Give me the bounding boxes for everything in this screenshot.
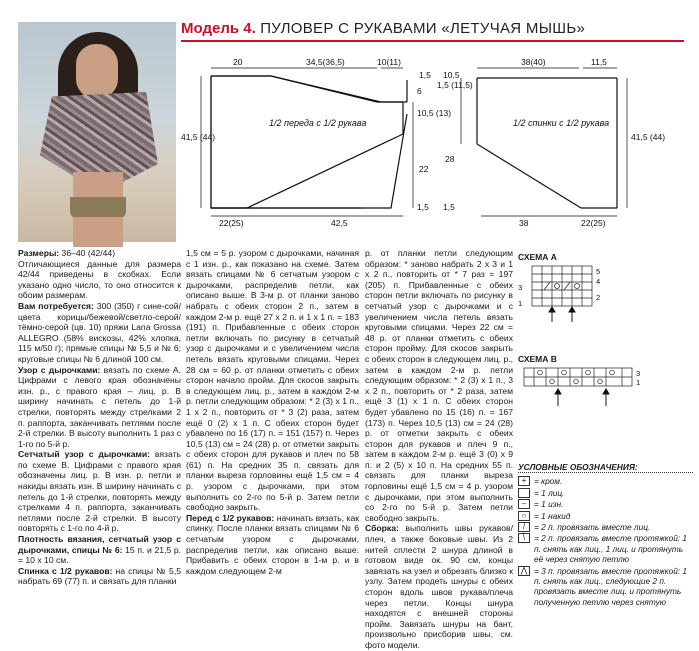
legend-text: = 2 п. провязать вместе протяжкой: 1 п. снять как лиц., 1 лиц. и протянуть её через снятую петлю: [534, 533, 688, 565]
dim-back-105: 10,5: [443, 70, 460, 80]
legend-text: = кром.: [534, 476, 563, 487]
front-label: 1/2 переда с 1/2 рукава: [269, 118, 367, 128]
paragraph: [18, 566, 181, 587]
paragraph: [18, 534, 181, 566]
legend-item: [518, 476, 693, 486]
paragraph: [186, 513, 359, 577]
paragraph: [365, 523, 513, 650]
paragraph-text: 300 (350) г сине-сой/цвета корицы/бежевой/светло-серой/тёмно-серой (цв. 10) пряжи Lana Grossa ALLEGRO (58% вискозы, 42% хлопка, 115 м/50 г); прямые спицы № 5,5 и № 6; круговые спицы № 6 длиной 100 см.: [18, 300, 181, 364]
paragraph-heading: Узор с дырочками:: [18, 364, 101, 375]
svg-text:1: 1: [636, 378, 641, 387]
paragraph: [18, 259, 181, 301]
legend-item: [518, 566, 693, 608]
legend-symbol-icon: /: [518, 522, 530, 532]
svg-text:3: 3: [636, 369, 641, 378]
schema-b-chart: [518, 364, 648, 414]
model-number: Модель 4.: [181, 20, 256, 37]
legend-text: = 1 лиц.: [534, 487, 565, 498]
schema-a-chart: [518, 262, 618, 324]
paragraph-text: 1,5 см = 5 р. узором с дырочками, начиная с 1 изн. р., как показано на схеме. Затем вязать спицами № 6 сетчатым узором с дырочками, распределив петли, как описано выше. В 3-м р. от планки заново набрать с обеих сторон 2 п., затем в каждом 2-м р. ещё 27 х 2 п. и 1 х 1 п. = 183 (191) п. Прибавленные с обеих сторон петли включать по рисунку в сетчатый узор с дырочками и с увеличением числа петель вязать круговыми спицами. Через 28 см = 60 р. от планки отметить с обеих сторон начало пройм. Для скосов закрыть в следующем лиц. р., затем в каждом 2-м р. петли следующим образом: * 2 (3) х 1 п., 1 х 2 п., повторить от * 3 (2) раза, затем ещё 0 (2) х 1 п. С обеих сторон будет убавлено по 16 (17) п. = 151 (157) п. Через 10,5 (13) см = 24 (28) р. от отметки закрыть с обеих сторон для рукавов и плеч по 58 (61) п. На средних 35 п. связать для планки выреза горловины ещё 1,5 см = 4 р. узором с дырочками, при этом выполнить со 2-го по 5-й р. Затем петли свободно закрыть.: [186, 248, 359, 513]
legend-text: = 1 накид: [534, 510, 571, 521]
legend-text: = 2 п. провязать вместе лиц.: [534, 522, 651, 533]
paragraph: [365, 248, 513, 523]
paragraph-text: Отличающиеся данные для размера 42/44 приведены в скобках. Если указано одно число, то оно относится к обоим размерам.: [18, 258, 181, 301]
paragraph: [18, 301, 181, 365]
paragraph-text: 15 п. и 21,5 р. = 10 х 10 см.: [18, 544, 182, 566]
paragraph-heading: Спинка с 1/2 рукавов:: [18, 565, 113, 576]
dim-28: 28: [445, 154, 455, 164]
paragraph-text: выполнить швы рукавов/плеч, а также боковые швы. Из 2 нитей сплести 2 шнура длиной в готовом виде ок. 90 см, концы завязать на узел и обрезать близко к узлу. Затем продеть шнуры с обеих сторон вдоль швов рукава/плеча через петли. Концы шнура находятся с внешней стороны пройм. Завязать шнуры на бант, произвольно присборив швы, см. фото модели.: [365, 523, 513, 650]
svg-text:1: 1: [518, 299, 523, 308]
instructions-column-1: [18, 248, 181, 587]
dim-back-bottom: 22(25): [581, 218, 606, 228]
dim-back-38: 38: [519, 218, 529, 228]
dim-front-band: 1,5: [417, 202, 429, 212]
paragraph-heading: Размеры:: [18, 248, 60, 258]
paragraph: [18, 248, 181, 259]
paragraph-heading: Сборка:: [365, 523, 399, 534]
dim-front-6: 6: [417, 86, 422, 96]
legend-symbol-icon: ○: [518, 511, 530, 521]
dim-back-band: 1,5: [443, 202, 455, 212]
legend-symbol-icon: [518, 488, 530, 498]
dim-back-top: 38(40): [521, 57, 546, 67]
paragraph-text: на спицы № 5,5 набрать 69 (77) п. и связать для планки: [18, 565, 181, 587]
svg-text:5: 5: [596, 267, 601, 276]
svg-text:2: 2: [596, 293, 601, 302]
paragraph: [18, 449, 181, 534]
instructions-column-2: [186, 248, 359, 576]
dim-back-15: 1,5 (11,5): [437, 80, 473, 90]
pattern-schematic: [181, 44, 691, 240]
model-photo: [18, 22, 176, 242]
legend-item: [518, 533, 693, 564]
schema-b-title: СХЕМА В: [518, 354, 557, 364]
page-title: [181, 20, 684, 42]
legend-item: [518, 499, 693, 509]
model-name: ПУЛОВЕР С РУКАВАМИ «ЛЕТУЧАЯ МЫШЬ»: [260, 20, 586, 37]
dim-front-bottom: 22(25): [219, 218, 244, 228]
dim-back-right: 11,5: [591, 57, 607, 67]
dim-front-neck: 1,5: [419, 70, 431, 80]
instructions-column-3: [365, 248, 513, 651]
paragraph-text: р. от планки петли следующим образом: * заново набрать 2 х 3 и 1 х 2 п., повторить от * 7 раз = 197 (205) п. Прибавленные с обеих сторон петли включать по рисунку в сетчатый узор с дырочками и с увеличением числа петель вязать круговыми спицами. Через 22 см = 48 р. от планки отметить с обеих сторон пройму. Для скосов закрыть с обеих сторон в следующем лиц. р., затем в каждом 2-м р. петли следующим образом: * 2 (3) х 1 п., 3 х 2 п., повторить от * 2 раза, затем ещё 3 (1) х 1 п. С обеих сторон будет убавлено по 15 (16) п. = 167 (173) п. Через 10,5 (13) см = 24 (28) р. от отметки закрыть с обеих сторон для рукавов и плеч 9 п., затем в каждом 2-м р. ещё 3 (0) х 9 п. и 2 (5) х 10 п. На средних 55 п. связать для планки выреза горловины ещё 1,5 см = 4 р. узором с дырочками, при этом выполнить со 2-го по 5-й р. Затем петли свободно закрыть.: [365, 248, 513, 523]
paragraph-heading: Перед с 1/2 рукавов:: [186, 512, 275, 523]
svg-text:4: 4: [596, 277, 601, 286]
legend-item: [518, 522, 693, 532]
dim-front-22: 22: [419, 164, 429, 174]
paragraph-heading: Вам потребуется:: [18, 300, 94, 311]
legend-symbol-icon: ⋀: [518, 566, 530, 576]
svg-text:3: 3: [518, 283, 523, 292]
paragraph-text: 36–40 (42/44): [59, 248, 116, 258]
dim-front-armhole: 10,5 (13): [417, 108, 452, 118]
dim-front-425: 42,5: [331, 218, 348, 228]
dim-back-height: 41,5 (44): [631, 132, 666, 142]
back-label: 1/2 спинки с 1/2 рукава: [513, 118, 610, 128]
legend-title: УСЛОВНЫЕ ОБОЗНАЧЕНИЯ:: [518, 462, 693, 473]
dim-front-top-mid: 34,5(36,5): [306, 57, 345, 67]
paragraph-text: вязать по схеме А. Цифрами с левого края обозначены изн. р., с правого края – лиц. р. В ширину начинать с петель до 1-й стрелки, повторять между стрелками 2 п. раппорта, заканчивать петлями после 2-й стрелки. В высоту выполнить 1 раз с 1-го по 5-й р.: [18, 364, 181, 449]
paragraph-heading: Плотность вязания, сетчатый узор с дырочками, спицы № 6:: [18, 534, 181, 555]
paragraph: [18, 365, 181, 450]
legend: [518, 462, 693, 608]
legend-symbol-icon: \: [518, 533, 530, 543]
front-bottom: [211, 76, 361, 208]
dim-front-height: 41,5 (44): [181, 132, 216, 142]
schema-a-title: СХЕМА А: [518, 252, 557, 262]
paragraph-heading: Сетчатый узор с дырочками:: [18, 449, 151, 460]
legend-symbol-icon: +: [518, 476, 530, 486]
legend-symbol-icon: –: [518, 499, 530, 509]
paragraph-text: начинать вязать, как спинку. После планки вязать спицами № 6 сетчатым узором с дырочками, распределив петли, как описано выше. Прибавить с обеих сторон в 1-м р. и в каждом следующем 2-м: [186, 512, 360, 576]
legend-text: = 1 изн.: [534, 499, 564, 510]
dim-front-top-right: 10(11): [377, 57, 401, 67]
dim-front-top-left: 20: [233, 57, 243, 67]
legend-text: = 3 п. провязать вместе протяжкой: 1 п. снять как лиц., следующие 2 п. провязать вместе лиц. и протянуть полученную петлю через снятую: [534, 565, 688, 607]
legend-item: [518, 488, 693, 498]
paragraph: [186, 248, 359, 513]
paragraph-text: вязать по схеме В. Цифрами с правого края обозначены лиц. р. В изн. р. петли и накиды вязать изн. В ширину начинать с петель до 1-й стрелки, повторять между стрелками 4 п. раппорта, заканчивать петлями после 2-й стрелки. В высоту повторять с 1-го по 4-й р.: [18, 449, 181, 534]
legend-item: [518, 511, 693, 521]
